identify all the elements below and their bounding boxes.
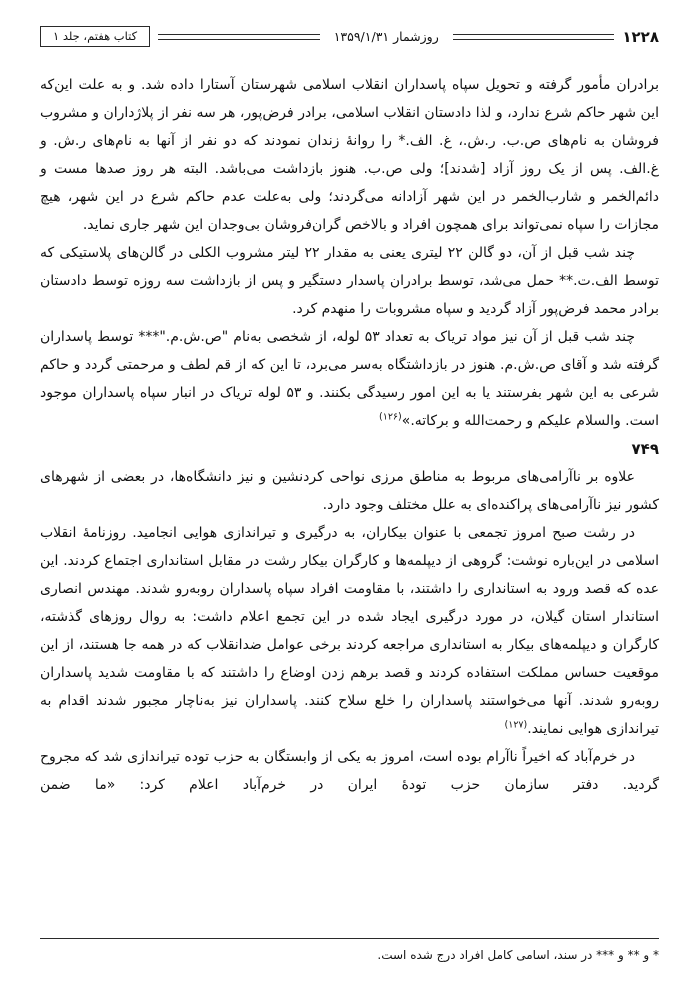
paragraph-text: در خرم‌آباد که اخیراً ناآرام بوده است، امروز به یکی از وابستگان به حزب توده تیراندازی شد که مجروح گردید. دفتر سازمان حزب تودهٔ ایران در خرم‌آباد اعلام کرد: «ما ضمن [40,749,659,793]
page-header [40,26,659,47]
paragraph-alcohol-gallons [40,239,659,323]
paragraph-text: برادران مأمور گرفته و تحویل سپاه پاسداران انقلاب اسلامی شهرستان آستارا داده شد. و به علت این‌که این شهر حاکم شرع ندارد، و لذا دادستان انقلاب اسلامی، برادر فرض‌پور، هر سه نفر از پلاژداران و مشروب فروشان به نام‌های ص.ب. ر.ش.، غ. الف.* را روانهٔ زندان نمودند که دو نفر از آنها به نام‌های ر.ش. و غ.الف. پس از یک روز آزاد [شدند]؛ ولی ص.ب. هنوز بازداشت می‌باشد. البته هر روز صدها مست و دائم‌الخمر و شارب‌الخمر در این شهر آزادانه می‌گردند؛ ولی به‌علت عدم حاکم شرع در این شهر، هیچ مجازات را سپاه نمی‌تواند برای همچون افراد و بالاخص گران‌فروشان بی‌وجدان این شهر جاری نماید. [40,77,659,233]
footnote-separator [40,938,659,939]
paragraph-text: علاوه بر ناآرامی‌های مربوط به مناطق مرزی نواحی کردنشین و نیز دانشگاه‌ها، در بعضی از شهرهای کشور نیز ناآرامی‌های پراکنده‌ای به علل مختلف وجود دارد. [40,469,659,513]
page-footer [40,938,659,962]
paragraph-text: چند شب قبل از آن نیز مواد تریاک به تعداد ۵۳ لوله، از شخصی به‌نام "ص.ش.م."*** توسط پاسداران گرفته شد و آقای ص.ش.م. هنوز در بازداشتگاه به‌سر می‌برد، تا این که از قم لطف و مرحمتی گردد و حاکم شرعی به این شهر بفرستند یا به این امور رسیدگی بکنند. و ۵۳ لوله تریاک در انبار سپاه پاسداران موجود است. والسلام علیکم و رحمت‌الله و برکاته.» [40,329,659,429]
page-number: ۱۲۲۸ [622,27,659,46]
book-volume-label: کتاب هفتم، جلد ۱ [40,26,150,47]
paragraph-unrest-overview [40,463,659,519]
entry-number: ۷۴۹ [631,440,659,458]
chronicle-title: روزشمار ۱۳۵۹/۱/۳۱ [333,29,439,44]
footnote-ref-127: (۱۲۷) [504,719,528,731]
paragraph-rasht-incident [40,519,659,743]
paragraph-opium [40,323,659,435]
paragraph-text: در رشت صبح امروز تجمعی با عنوان بیکاران، به درگیری و تیراندازی هوایی انجامید. روزنامهٔ انقلاب اسلامی در این‌باره نوشت: گروهی از دیپلمه‌ها و کارگران بیکار رشت در مقابل استانداری اجتماع کردند. این عده که قصد ورود به استانداری را داشتند، با مقاومت افراد سپاه پاسداران روبه‌رو شدند. مهندس انصاری استاندار استان گیلان، در مورد درگیری ایجاد شده در این تجمع اعلام داشت: به روال روزهای گذشته، کارگران و دیپلمه‌های بیکار به استانداری مراجعه کردند برخی عوامل ضدانقلاب که در همه جا هستند، از این موقعیت حساس مملکت استفاده کردند و قصد برهم زدن اوضاع را داشتند که با مقاومت شدید پاسداران روبه‌رو شدند. آنها می‌خواستند پاسداران را خلع سلاح کنند. پاسداران نیز به‌ناچار مجبور شدند اقدام به تیراندازی هوایی نمایند. [40,525,659,737]
paragraph-khorramabad [40,743,659,799]
paragraph-text: چند شب قبل از آن، دو گالن ۲۲ لیتری یعنی به مقدار ۲۲ لیتر مشروب الکلی در گالن‌های پلاستیکی که توسط الف.ت.** حمل می‌شد، توسط برادران پاسدار دستگیر و پس از بازداشت سه روزه توسط دادستان برادر محمد فرض‌پور آزاد گردید و سپاه مشروبات را منهدم کرد. [40,245,659,317]
body-text [40,71,659,799]
header-rule-right [453,34,615,40]
paragraph-continuation [40,71,659,239]
header-rule-left [158,34,320,40]
footnote-text: * و ** و *** در سند، اسامی کامل افراد درج شده است. [377,948,659,962]
footnote-ref-126: (۱۲۶) [379,411,402,423]
